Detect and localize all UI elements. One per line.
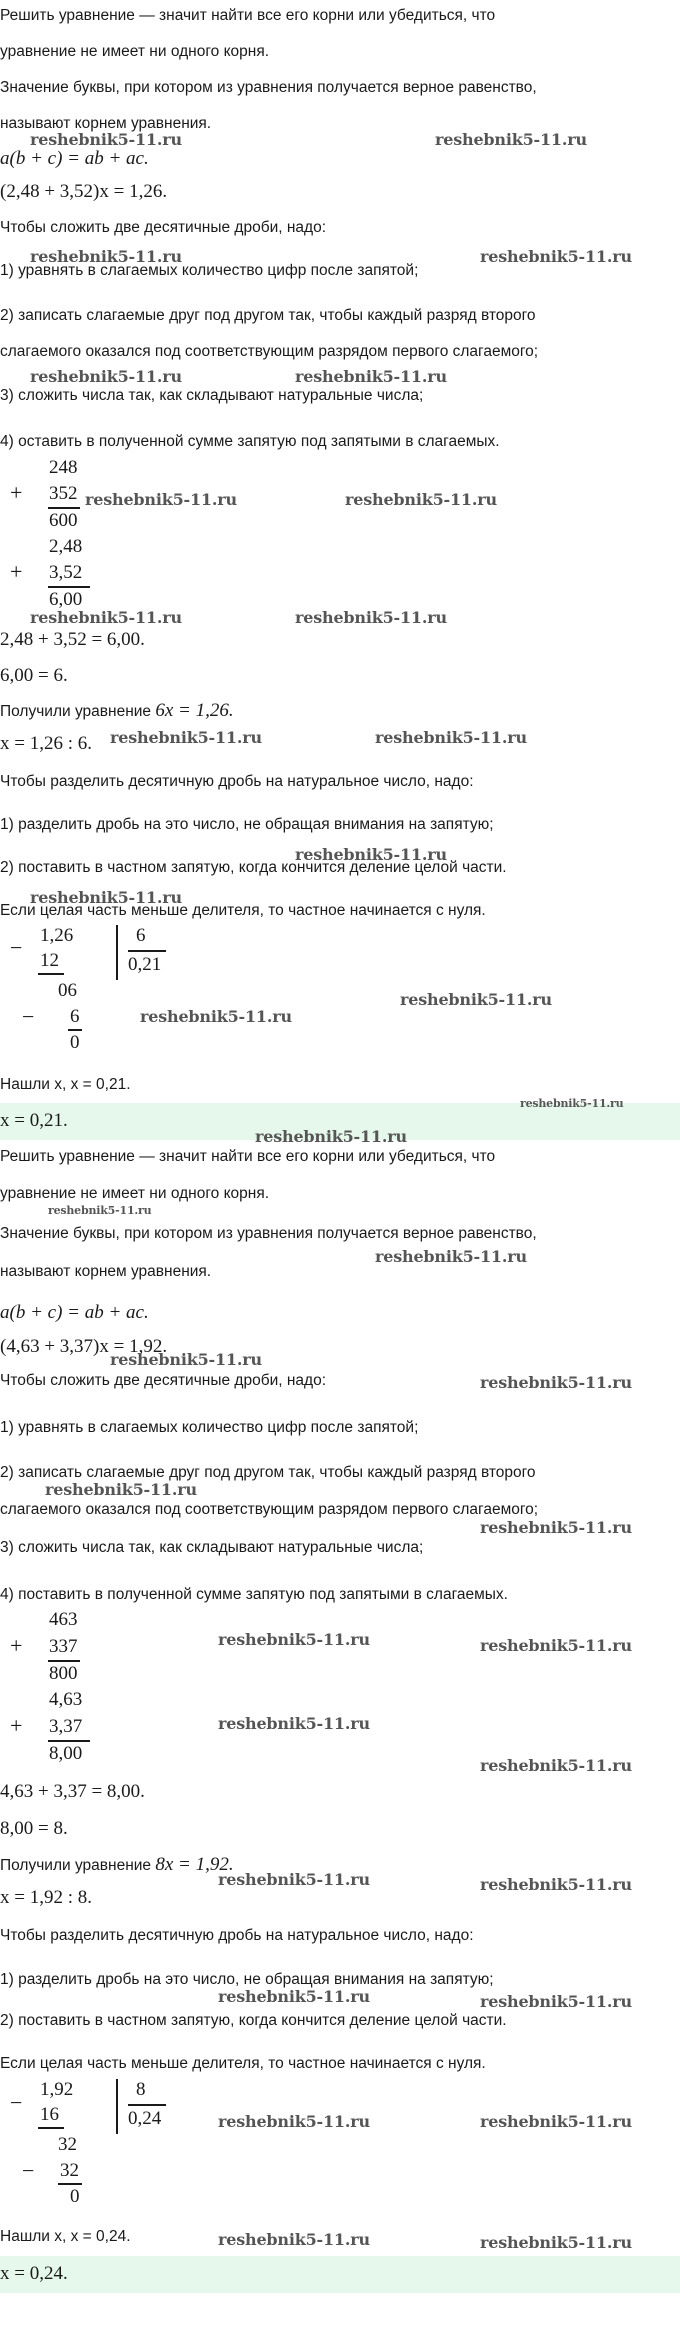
watermark: reshebnik5-11.ru — [30, 247, 182, 266]
remainder-final: 0 — [70, 2186, 80, 2207]
sum-result: 6,00 — [49, 589, 83, 610]
answer-box — [0, 2256, 680, 2293]
x-expression: x = 1,92 : 8. — [0, 1887, 92, 1908]
watermark: reshebnik5-11.ru — [30, 888, 182, 907]
quotient: 0,24 — [128, 2108, 162, 2129]
subtrahend-1: 12 — [40, 950, 59, 971]
addition-step-3: 3) сложить числа так, как складывают натуральные числа; — [0, 1539, 424, 1556]
remainder-1: 06 — [58, 980, 77, 1001]
plus-sign: + — [10, 1633, 23, 1658]
addition-step-2a: 2) записать слагаемые друг под другом так, чтобы каждый разряд второго — [0, 1464, 536, 1481]
x-expression: x = 1,26 : 6. — [0, 733, 92, 754]
got-equation-formula: 8x = 1,92. — [155, 1854, 234, 1875]
plus-sign: + — [10, 1713, 23, 1738]
addition-rule: Чтобы сложить две десятичные дроби, надо: — [0, 1372, 327, 1389]
watermark: reshebnik5-11.ru — [218, 1630, 370, 1649]
watermark: reshebnik5-11.ru — [400, 990, 552, 1009]
division-rule: Чтобы разделить десятичную дробь на натуральное число, надо: — [0, 773, 474, 790]
watermark: reshebnik5-11.ru — [85, 490, 237, 509]
distributive-formula: a(b + c) = ab + ac. — [0, 148, 149, 169]
watermark: reshebnik5-11.ru — [345, 490, 497, 509]
watermark: reshebnik5-11.ru — [218, 1987, 370, 2006]
found-x: Нашли x, x = 0,24. — [0, 2228, 131, 2245]
addition-step-3: 3) сложить числа так, как складывают натуральные числа; — [0, 387, 424, 404]
watermark: reshebnik5-11.ru — [218, 1714, 370, 1733]
addition-step-4: 4) оставить в полученной сумме запятую под запятыми в слагаемых. — [0, 433, 500, 450]
subtrahend-1: 16 — [40, 2104, 59, 2125]
plus-sign: + — [10, 480, 23, 505]
definition-line-1: Значение буквы, при котором из уравнения получается верное равенство, — [0, 79, 537, 96]
plus-sign: + — [10, 559, 23, 584]
addend-top: 463 — [49, 1609, 78, 1630]
remainder-1: 32 — [58, 2134, 77, 2155]
watermark: reshebnik5-11.ru — [295, 367, 447, 386]
watermark: reshebnik5-11.ru — [110, 1350, 262, 1369]
dividend: 1,92 — [40, 2079, 74, 2100]
addition-step-1: 1) уравнять в слагаемых количество цифр после запятой; — [0, 262, 419, 279]
watermark: reshebnik5-11.ru — [140, 1007, 292, 1026]
definition-line-1: Значение буквы, при котором из уравнения получается верное равенство, — [0, 1225, 537, 1242]
intro-line-2: уравнение не имеет ни одного корня. — [0, 43, 270, 60]
distributive-formula: a(b + c) = ab + ac. — [0, 1302, 149, 1323]
watermark: reshebnik5-11.ru — [435, 130, 587, 149]
divisor: 8 — [136, 2079, 146, 2100]
found-x: Нашли x, x = 0,21. — [0, 1076, 131, 1093]
division-step-1: 1) разделить дробь на это число, не обращая внимания на запятую; — [0, 1971, 494, 1988]
got-equation — [0, 1855, 234, 1876]
intro-line-1: Решить уравнение — значит найти все его корни или убедиться, что — [0, 7, 496, 24]
simplify-equation: 8,00 = 8. — [0, 1818, 68, 1839]
watermark: reshebnik5-11.ru — [218, 2112, 370, 2131]
watermark: reshebnik5-11.ru — [295, 845, 447, 864]
division-step-2: 2) поставить в частном запятую, когда кончится деление целой части. — [0, 859, 507, 876]
subtrahend-2: 6 — [70, 1006, 80, 1027]
watermark: reshebnik5-11.ru — [295, 608, 447, 627]
watermark: reshebnik5-11.ru — [520, 1097, 624, 1110]
addend-top: 248 — [49, 457, 78, 478]
watermark: reshebnik5-11.ru — [375, 728, 527, 747]
remainder-final: 0 — [70, 1032, 80, 1053]
watermark: reshebnik5-11.ru — [480, 1373, 632, 1392]
answer: x = 0,24. — [0, 2263, 68, 2284]
watermark: reshebnik5-11.ru — [375, 1247, 527, 1266]
watermark: reshebnik5-11.ru — [255, 1127, 407, 1146]
addition-rule: Чтобы сложить две десятичные дроби, надо: — [0, 219, 327, 236]
equation: (2,48 + 3,52)x = 1,26. — [0, 181, 168, 202]
intro-line-1: Решить уравнение — значит найти все его корни или убедиться, что — [0, 1148, 496, 1165]
division-step-3: Если целая часть меньше делителя, то частное начинается с нуля. — [0, 2055, 486, 2072]
watermark: reshebnik5-11.ru — [45, 1480, 197, 1499]
watermark: reshebnik5-11.ru — [480, 1756, 632, 1775]
sum-result: 800 — [49, 1663, 78, 1684]
watermark: reshebnik5-11.ru — [30, 608, 182, 627]
addition-step-2b: слагаемого оказался под соответствующим разрядом первого слагаемого; — [0, 343, 539, 360]
answer: x = 0,21. — [0, 1110, 68, 1131]
minus-sign: − — [10, 935, 23, 960]
got-equation-label: Получили уравнение — [0, 703, 152, 720]
minus-sign: − — [10, 2090, 23, 2115]
watermark: reshebnik5-11.ru — [480, 1992, 632, 2011]
watermark: reshebnik5-11.ru — [110, 728, 262, 747]
addend-top: 2,48 — [49, 536, 83, 557]
watermark: reshebnik5-11.ru — [480, 247, 632, 266]
definition-line-2: называют корнем уравнения. — [0, 1263, 212, 1280]
watermark: reshebnik5-11.ru — [480, 2233, 632, 2252]
watermark: reshebnik5-11.ru — [218, 2230, 370, 2249]
division-step-2: 2) поставить в частном запятую, когда кончится деление целой части. — [0, 2012, 507, 2029]
minus-sign-2: − — [22, 2158, 35, 2183]
watermark: reshebnik5-11.ru — [218, 1870, 370, 1889]
division-rule: Чтобы разделить десятичную дробь на натуральное число, надо: — [0, 1927, 474, 1944]
got-equation-label: Получили уравнение — [0, 1857, 152, 1874]
addition-step-2a: 2) записать слагаемые друг под другом так, чтобы каждый разряд второго — [0, 307, 536, 324]
definition-line-2: называют корнем уравнения. — [0, 115, 212, 132]
watermark: reshebnik5-11.ru — [30, 367, 182, 386]
simplify-equation: 6,00 = 6. — [0, 665, 68, 686]
addend-bottom: 3,37 — [49, 1716, 83, 1737]
subtrahend-2: 32 — [60, 2160, 79, 2181]
watermark: reshebnik5-11.ru — [480, 2112, 632, 2131]
divisor: 6 — [136, 925, 146, 946]
watermark: reshebnik5-11.ru — [480, 1875, 632, 1894]
watermark: reshebnik5-11.ru — [30, 130, 182, 149]
quotient: 0,21 — [128, 954, 162, 975]
got-equation — [0, 701, 234, 722]
sum-equation: 2,48 + 3,52 = 6,00. — [0, 629, 145, 650]
addend-top: 4,63 — [49, 1689, 83, 1710]
addition-step-4: 4) поставить в полученной сумме запятую под запятыми в слагаемых. — [0, 1586, 508, 1603]
equation: (4,63 + 3,37)x = 1,92. — [0, 1336, 168, 1357]
addition-step-2b: слагаемого оказался под соответствующим разрядом первого слагаемого; — [0, 1501, 539, 1518]
intro-line-2: уравнение не имеет ни одного корня. — [0, 1185, 270, 1202]
addend-bottom: 352 — [49, 483, 78, 504]
sum-equation: 4,63 + 3,37 = 8,00. — [0, 1781, 145, 1802]
division-step-1: 1) разделить дробь на это число, не обращая внимания на запятую; — [0, 816, 494, 833]
addition-step-1: 1) уравнять в слагаемых количество цифр после запятой; — [0, 1419, 419, 1436]
sum-result: 8,00 — [49, 1743, 83, 1764]
dividend: 1,26 — [40, 925, 74, 946]
division-step-3: Если целая часть меньше делителя, то частное начинается с нуля. — [0, 902, 486, 919]
got-equation-formula: 6x = 1,26. — [155, 700, 234, 721]
minus-sign-2: − — [22, 1004, 35, 1029]
watermark: reshebnik5-11.ru — [480, 1636, 632, 1655]
addend-bottom: 3,52 — [49, 562, 83, 583]
watermark: reshebnik5-11.ru — [48, 1204, 152, 1217]
watermark: reshebnik5-11.ru — [480, 1518, 632, 1537]
addend-bottom: 337 — [49, 1636, 78, 1657]
sum-result: 600 — [49, 510, 78, 531]
